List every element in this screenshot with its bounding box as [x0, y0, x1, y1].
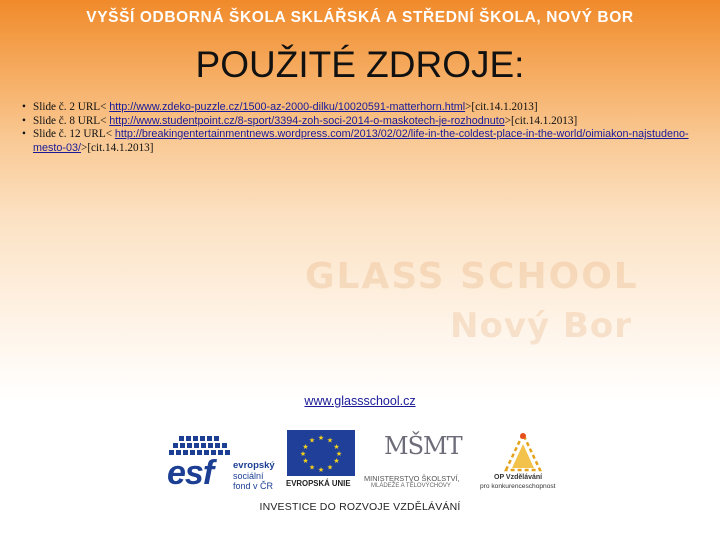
- logo-strip: [0, 430, 720, 500]
- msmt-line2: MLÁDEŽE A TĚLOVÝCHOVY: [371, 483, 451, 489]
- school-title: VYŠŠÍ ODBORNÁ ŠKOLA SKLÁŘSKÁ A STŘEDNÍ ŠKOLA, NOVÝ BOR: [86, 9, 634, 26]
- watermark-glass-school: GLASS SCHOOL: [305, 256, 639, 297]
- investice-caption: INVESTICE DO ROZVOJE VZDĚLÁVÁNÍ: [259, 501, 461, 513]
- bullet-icon: •: [22, 114, 26, 127]
- source-suffix: >[cit.14.1.2013]: [465, 101, 538, 113]
- msmt-logo: [362, 430, 472, 490]
- source-suffix: >[cit.14.1.2013]: [81, 141, 154, 154]
- op-line2: pro konkurenceschopnost: [480, 483, 556, 490]
- source-link-3[interactable]: http://breakingentertainmentnews.wordpress.com/2013/02/02/life-in-the-coldest-place-in-the-world/oimiakon-najstudeno-mesto-03/: [33, 128, 689, 154]
- source-prefix: Slide č. 2 URL<: [33, 101, 110, 113]
- svg-text:★: ★: [326, 463, 334, 472]
- svg-text:★: ★: [308, 436, 316, 445]
- source-link-2[interactable]: http://www.studentpoint.cz/8-sport/3394-zoh-soci-2014-o-maskotech-je-rozhodnuto: [109, 114, 505, 127]
- svg-text:★: ★: [326, 436, 334, 445]
- op-triangle-icon: [478, 430, 568, 474]
- bullet-icon: •: [22, 128, 26, 141]
- source-suffix: >[cit.14.1.2013]: [504, 114, 578, 127]
- op-logo: [478, 430, 568, 490]
- msmt-line1: MINISTERSTVO ŠKOLSTVÍ,: [364, 474, 460, 483]
- esf-line3: fond v ČR: [233, 481, 274, 491]
- source-item-2: [22, 115, 692, 129]
- source-item-3: [22, 128, 692, 155]
- svg-text:★: ★: [333, 457, 340, 465]
- svg-text:★: ★: [317, 466, 325, 474]
- esf-line2: sociální: [233, 471, 264, 481]
- svg-text:★: ★: [308, 463, 316, 472]
- svg-text:★: ★: [302, 443, 309, 451]
- svg-text:★: ★: [333, 443, 340, 451]
- svg-text:★: ★: [317, 434, 325, 442]
- source-link-1[interactable]: http://www.zdeko-puzzle.cz/1500-az-2000-dilku/10020591-matterhorn.html: [109, 101, 466, 113]
- source-item-1: [22, 101, 692, 115]
- eu-caption: EVROPSKÁ UNIE: [286, 479, 351, 488]
- esf-line1: evropský: [233, 460, 275, 471]
- esf-logo: [165, 430, 283, 490]
- website-link-container: [0, 392, 720, 410]
- source-prefix: Slide č. 8 URL<: [33, 114, 110, 127]
- watermark-novy-bor: Nový Bor: [450, 306, 633, 346]
- eu-flag-icon: [287, 430, 355, 478]
- sources-list: [22, 101, 692, 155]
- op-line1: OP Vzdělávání: [494, 474, 543, 481]
- bullet-icon: •: [22, 101, 26, 113]
- source-prefix: Slide č. 12 URL<: [33, 128, 115, 141]
- svg-text:★: ★: [335, 450, 343, 458]
- eu-logo: [287, 430, 355, 490]
- svg-text:★: ★: [299, 450, 307, 458]
- website-link[interactable]: www.glassschool.cz: [304, 394, 416, 408]
- slide-heading: POUŽITÉ ZDROJE:: [195, 44, 525, 85]
- svg-text:★: ★: [302, 457, 309, 465]
- esf-mark: esf: [167, 454, 214, 492]
- msmt-mark: MŠMT: [384, 432, 462, 460]
- header-bar: [0, 0, 720, 38]
